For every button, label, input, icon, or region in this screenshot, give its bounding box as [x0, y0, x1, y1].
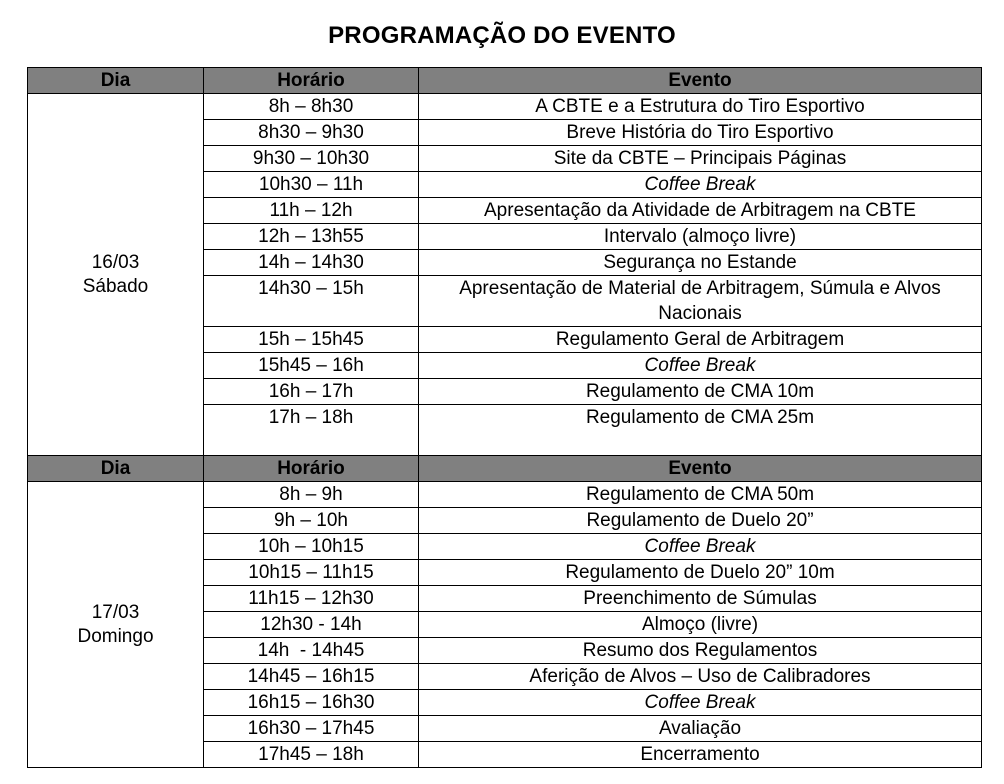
time-cell: 14h - 14h45	[204, 638, 419, 664]
time-cell: 12h30 - 14h	[204, 612, 419, 638]
time-cell: 10h – 10h15	[204, 534, 419, 560]
header-row	[28, 68, 982, 94]
day-weekday: Sábado	[82, 275, 149, 297]
event-cell: Coffee Break	[419, 534, 982, 560]
time-cell: 16h – 17h	[204, 379, 419, 405]
event-cell: Resumo dos Regulamentos	[419, 638, 982, 664]
day-date: 17/03	[91, 601, 140, 623]
time-cell: 17h – 18h	[204, 405, 419, 456]
time-cell: 11h – 12h	[204, 198, 419, 224]
header-row	[28, 456, 982, 482]
col-header-evento: Evento	[419, 456, 982, 482]
day-weekday: Domingo	[77, 625, 154, 647]
time-cell: 8h – 9h	[204, 482, 419, 508]
day-date: 16/03	[91, 251, 140, 273]
event-cell: Coffee Break	[419, 172, 982, 198]
schedule-body	[28, 68, 982, 768]
time-cell: 8h30 – 9h30	[204, 120, 419, 146]
time-cell: 16h30 – 17h45	[204, 716, 419, 742]
event-cell: Avaliação	[419, 716, 982, 742]
col-header-horario: Horário	[204, 68, 419, 94]
time-cell: 17h45 – 18h	[204, 742, 419, 768]
col-header-dia: Dia	[28, 456, 204, 482]
event-cell: Aferição de Alvos – Uso de Calibradores	[419, 664, 982, 690]
time-cell: 14h30 – 15h	[204, 276, 419, 327]
schedule-table	[27, 67, 982, 768]
time-cell: 15h45 – 16h	[204, 353, 419, 379]
col-header-horario: Horário	[204, 456, 419, 482]
event-cell: Regulamento de CMA 25m	[419, 405, 982, 456]
event-cell: Site da CBTE – Principais Páginas	[419, 146, 982, 172]
time-cell: 9h – 10h	[204, 508, 419, 534]
col-header-dia: Dia	[28, 68, 204, 94]
event-cell: Apresentação da Atividade de Arbitragem na CBTE	[419, 198, 982, 224]
time-cell: 16h15 – 16h30	[204, 690, 419, 716]
col-header-evento: Evento	[419, 68, 982, 94]
event-cell: A CBTE e a Estrutura do Tiro Esportivo	[419, 94, 982, 120]
time-cell: 11h15 – 12h30	[204, 586, 419, 612]
day-cell	[28, 94, 204, 456]
time-cell: 14h – 14h30	[204, 250, 419, 276]
event-cell: Regulamento de Duelo 20”	[419, 508, 982, 534]
time-cell: 9h30 – 10h30	[204, 146, 419, 172]
event-cell: Encerramento	[419, 742, 982, 768]
event-cell: Regulamento de CMA 50m	[419, 482, 982, 508]
event-cell: Segurança no Estande	[419, 250, 982, 276]
event-cell: Coffee Break	[419, 353, 982, 379]
time-cell: 15h – 15h45	[204, 327, 419, 353]
page-title: PROGRAMAÇÃO DO EVENTO	[328, 22, 676, 49]
table-row	[28, 94, 982, 120]
time-cell: 14h45 – 16h15	[204, 664, 419, 690]
event-cell: Breve História do Tiro Esportivo	[419, 120, 982, 146]
event-cell: Almoço (livre)	[419, 612, 982, 638]
time-cell: 8h – 8h30	[204, 94, 419, 120]
event-cell: Regulamento de Duelo 20” 10m	[419, 560, 982, 586]
event-cell: Regulamento de CMA 10m	[419, 379, 982, 405]
day-cell	[28, 482, 204, 768]
event-cell: Coffee Break	[419, 690, 982, 716]
event-cell: Regulamento Geral de Arbitragem	[419, 327, 982, 353]
time-cell: 10h15 – 11h15	[204, 560, 419, 586]
table-row	[28, 482, 982, 508]
time-cell: 10h30 – 11h	[204, 172, 419, 198]
event-cell: Preenchimento de Súmulas	[419, 586, 982, 612]
time-cell: 12h – 13h55	[204, 224, 419, 250]
event-cell: Apresentação de Material de Arbitragem, Súmula e Alvos Nacionais	[419, 276, 982, 327]
event-cell: Intervalo (almoço livre)	[419, 224, 982, 250]
